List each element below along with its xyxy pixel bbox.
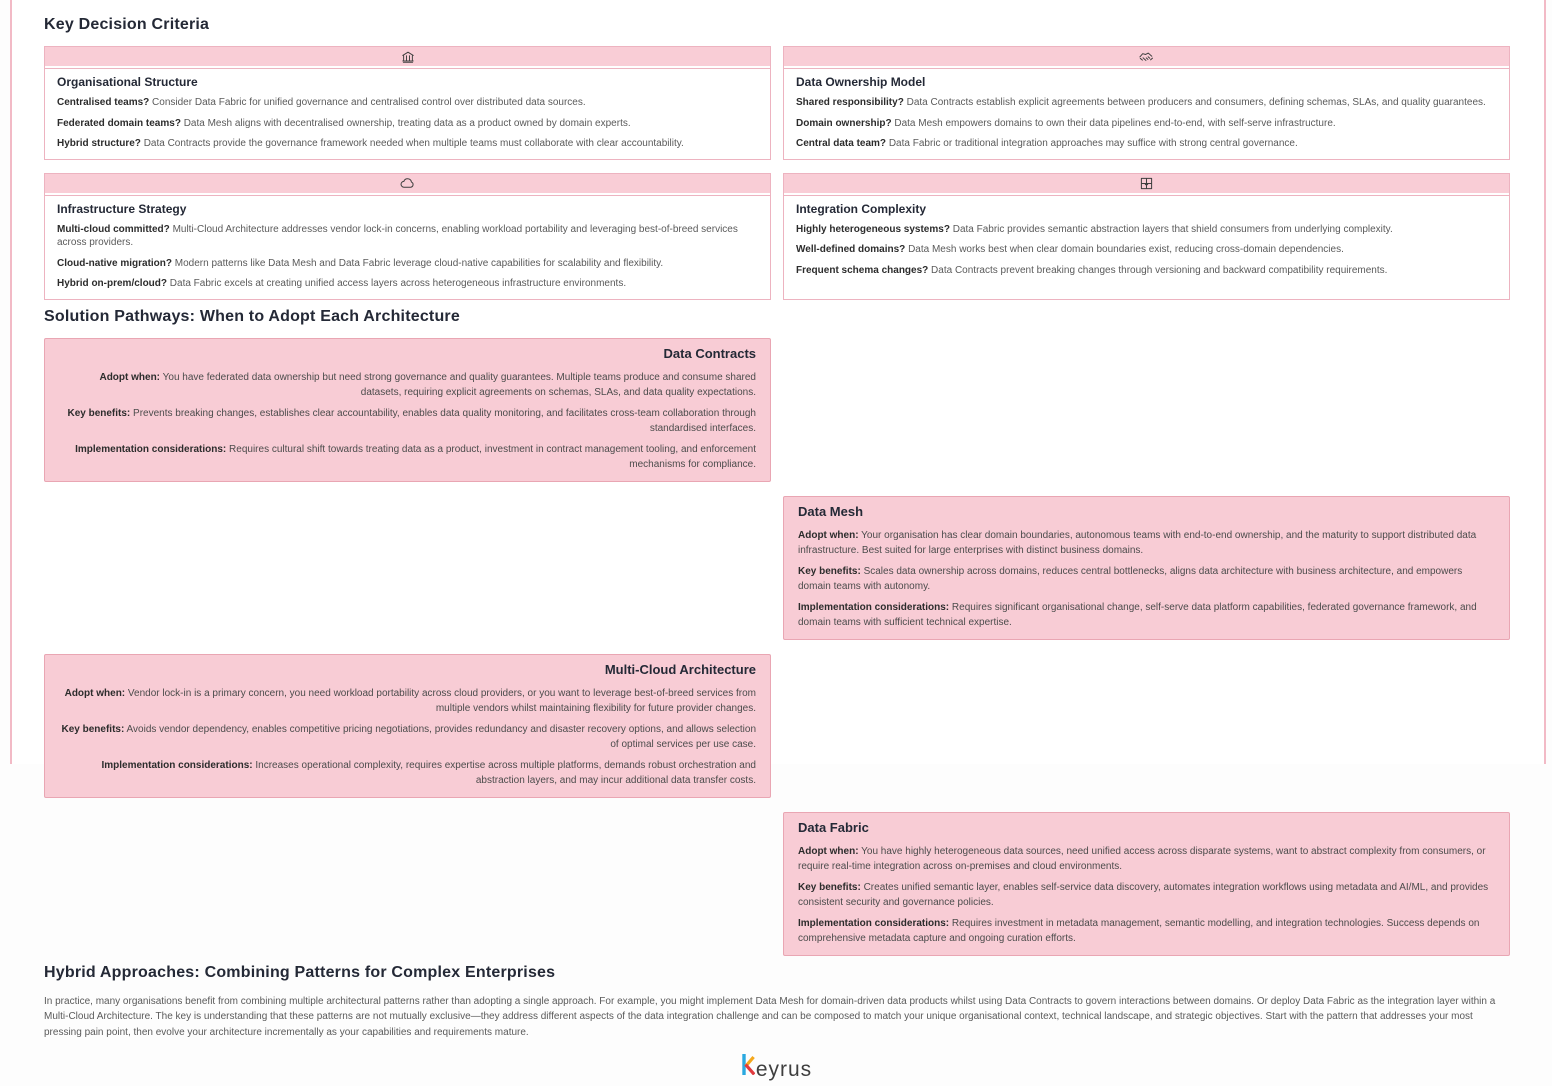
pathway-implementation-label: Implementation considerations: [101,759,253,771]
pathway-key-benefits [798,880,1495,910]
pathway-adopt-when [798,844,1495,874]
criteria-item-text: Multi-Cloud Architecture addresses vendor lock-in concerns, enabling workload portability and leveraging best-of-breed services across providers. [57,223,738,248]
criteria-item [57,257,758,271]
pathway-benefits-label: Key benefits: [67,407,131,419]
keyrus-logo-k-icon [742,1054,755,1080]
criteria-item-lead: Frequent schema changes? [796,264,929,276]
page-frame [10,0,1546,1081]
pathway-card-multi-cloud-architecture [44,654,771,798]
criteria-card-header [784,47,1509,68]
pathway-benefits-text: Scales data ownership across domains, reduces central bottlenecks, aligns data architecture with business architecture, and empowers domain teams with autonomy. [798,565,1463,592]
criteria-item-text: Data Fabric excels at creating unified access layers across heterogeneous infrastructure environments. [169,278,627,289]
criteria-card-title: Infrastructure Strategy [57,201,187,216]
pathway-benefits-text: Avoids vendor dependency, enables competitive pricing negotiations, provides redundancy and disaster recovery options, and allows selection of optimal services per use case. [126,723,756,750]
pathway-benefits-label: Key benefits: [61,723,125,735]
criteria-card-title: Organisational Structure [57,75,198,89]
pathway-implementation-text: Increases operational complexity, requires expertise across multiple platforms, demands robust orchestration and abstraction layers, and may incur additional data transfer costs. [255,759,756,786]
cloud-icon [400,177,415,189]
pathway-implementation-label: Implementation considerations: [798,917,950,929]
pathway-adopt-text: Vendor lock-in is a primary concern, you need workload portability across cloud providers, or you want to leverage best-of-breed services from multiple vendors whilst maintaining flexibility for future provider changes. [127,687,756,714]
pathway-adopt-when [59,370,756,400]
pathway-card-title: Multi-Cloud Architecture [604,661,756,677]
pathway-card-data-mesh [783,496,1510,640]
pathway-key-benefits [798,564,1495,594]
pathways-list [44,338,1510,956]
criteria-card-integration-complexity [783,173,1510,300]
criteria-card-body [784,195,1509,286]
criteria-item [57,96,758,110]
pathway-key-benefits [59,406,756,436]
criteria-item-lead: Well-defined domains? [796,244,906,255]
criteria-item [796,264,1497,278]
pathway-card-data-contracts [44,338,771,482]
criteria-item [796,223,1497,237]
criteria-card-body [45,195,770,299]
criteria-card-title: Data Ownership Model [796,75,926,89]
criteria-card-body [45,68,770,159]
criteria-item-text: Data Mesh empowers domains to own their data pipelines end-to-end, with self-serve infrastructure. [894,117,1336,129]
criteria-item-text: Modern patterns like Data Mesh and Data Fabric leverage cloud-native capabilities for scalability and flexibility. [174,257,664,269]
criteria-item [796,243,1497,257]
criteria-card-data-ownership-model [783,46,1510,160]
hybrid-paragraph: In practice, many organisations benefit from combining multiple architectural patterns rather than adopting a single approach. For example, you might implement Data Mesh for domain-driven data products whilst using Data Contracts to govern interactions between domains. Or deploy Data Fabric as the integration layer within a Multi-Cloud Architecture. The key is understanding that these patterns are not mutually exclusive—they address different aspects of the data integration challenge and can be composed to match your unique organisational context, technical landscape, and strategic objectives. Start with the pattern that addresses your most pressing pain point, then evolve your architecture incrementally as your capabilities and requirements mature. [44,995,1496,1038]
criteria-item-lead: Cloud-native migration? [57,257,172,269]
pathway-adopt-when [59,686,756,716]
criteria-item [796,137,1497,151]
criteria-item-text: Data Contracts prevent breaking changes through versioning and backward compatibility requirements. [931,264,1388,276]
criteria-item-text: Data Contracts establish explicit agreements between producers and consumers, defining schemas, SLAs, and quality guarantees. [906,97,1486,108]
pathway-adopt-text: Your organisation has clear domain boundaries, autonomous teams with end-to-end ownership, and the maturity to support distributed data infrastructure. Best suited for large enterprises with distinct business domains. [798,529,1477,556]
pathway-adopt-label: Adopt when: [64,687,126,699]
criteria-card-header [45,47,770,68]
criteria-card-header [784,174,1509,195]
criteria-card-organisational-structure [44,46,771,160]
handshake-icon [1139,50,1154,63]
criteria-item-lead: Shared responsibility? [796,97,904,108]
pathway-adopt-when [798,528,1495,558]
criteria-item-lead: Hybrid on-prem/cloud? [57,278,167,289]
criteria-grid [44,46,1510,300]
pathways-section-title: Solution Pathways: When to Adopt Each Architecture [44,307,460,325]
pathway-adopt-text: You have federated data ownership but need strong governance and quality guarantees. Multiple teams produce and consume shared datasets, requiring explicit agreements on schemas, SLAs, and data quality expectations. [162,371,756,398]
pathway-benefits-text: Creates unified semantic layer, enables self-service data discovery, automates integration workflows using metadata and AI/ML, and provides consistent security and governance policies. [798,881,1489,908]
pathway-benefits-label: Key benefits: [798,881,861,893]
criteria-item [57,277,758,291]
criteria-item [57,223,758,250]
keyrus-logo [742,1054,812,1080]
pathway-implementation-label: Implementation considerations: [798,601,950,613]
pathway-key-benefits [59,722,756,752]
pathway-benefits-text: Prevents breaking changes, establishes clear accountability, enables data quality monitoring, and facilitates cross-team collaboration through standardised interfaces. [133,407,756,434]
criteria-item-lead: Federated domain teams? [57,117,181,129]
hybrid-section-title: Hybrid Approaches: Combining Patterns for Complex Enterprises [44,963,556,981]
pathway-implementation [798,916,1495,946]
pathway-adopt-label: Adopt when: [798,845,859,857]
criteria-item-lead: Domain ownership? [796,117,892,129]
footer [44,1050,1510,1086]
criteria-item-text: Data Mesh works best when clear domain boundaries exist, reducing cross-domain dependencies. [908,244,1344,255]
criteria-card-body [784,68,1509,159]
criteria-item [57,117,758,131]
criteria-item-text: Data Contracts provide the governance framework needed when multiple teams must collaborate with clear accountability. [143,138,684,149]
pathway-implementation [59,442,756,472]
keyrus-logo-text: eyrus [755,1058,813,1081]
pathway-benefits-label: Key benefits: [798,565,861,577]
criteria-card-title: Integration Complexity [796,201,927,216]
criteria-item [796,117,1497,131]
criteria-card-infrastructure-strategy [44,173,771,300]
criteria-section-title: Key Decision Criteria [44,16,210,33]
pathway-implementation [59,758,756,788]
pathway-card-title: Data Mesh [798,503,864,519]
criteria-item-text: Data Mesh aligns with decentralised ownership, treating data as a product owned by domain experts. [183,117,631,129]
criteria-item-text: Consider Data Fabric for unified governance and centralised control over distributed data sources. [152,97,586,108]
pathway-implementation-text: Requires significant organisational change, self-serve data platform capabilities, federated governance framework, and domain teams with sufficient technical expertise. [798,601,1477,628]
pathway-card-title: Data Fabric [798,819,869,835]
criteria-item-lead: Multi-cloud committed? [57,223,170,235]
pathway-implementation-text: Requires investment in metadata management, semantic modelling, and integration technologies. Success depends on comprehensive metadata capture and ongoing curation efforts. [798,917,1480,944]
criteria-item-lead: Hybrid structure? [57,138,141,149]
pathway-implementation-text: Requires cultural shift towards treating data as a product, investment in contract management tooling, and enforcement mechanisms for compliance. [229,443,756,470]
criteria-item-lead: Central data team? [796,138,887,149]
puzzle-grid-icon [1140,177,1153,190]
pathway-adopt-label: Adopt when: [798,529,859,541]
criteria-card-header [45,174,770,195]
criteria-item-text: Data Fabric or traditional integration approaches may suffice with strong central governance. [888,138,1298,149]
criteria-item-lead: Centralised teams? [57,97,150,108]
criteria-item [796,96,1497,110]
criteria-item [57,137,758,151]
pathway-implementation-label: Implementation considerations: [75,443,227,455]
criteria-item-text: Data Fabric provides semantic abstraction layers that shield consumers from underlying complexity. [952,223,1393,235]
pathway-adopt-text: You have highly heterogeneous data sources, need unified access across disparate systems, want to abstract complexity from consumers, or require real-time integration across on-premises and cloud environments. [798,845,1486,872]
criteria-item-lead: Highly heterogeneous systems? [796,223,950,235]
organisation-building-icon [401,50,415,64]
pathway-implementation [798,600,1495,630]
pathway-adopt-label: Adopt when: [99,371,161,383]
pathway-card-title: Data Contracts [663,345,756,361]
pathway-card-data-fabric [783,812,1510,956]
